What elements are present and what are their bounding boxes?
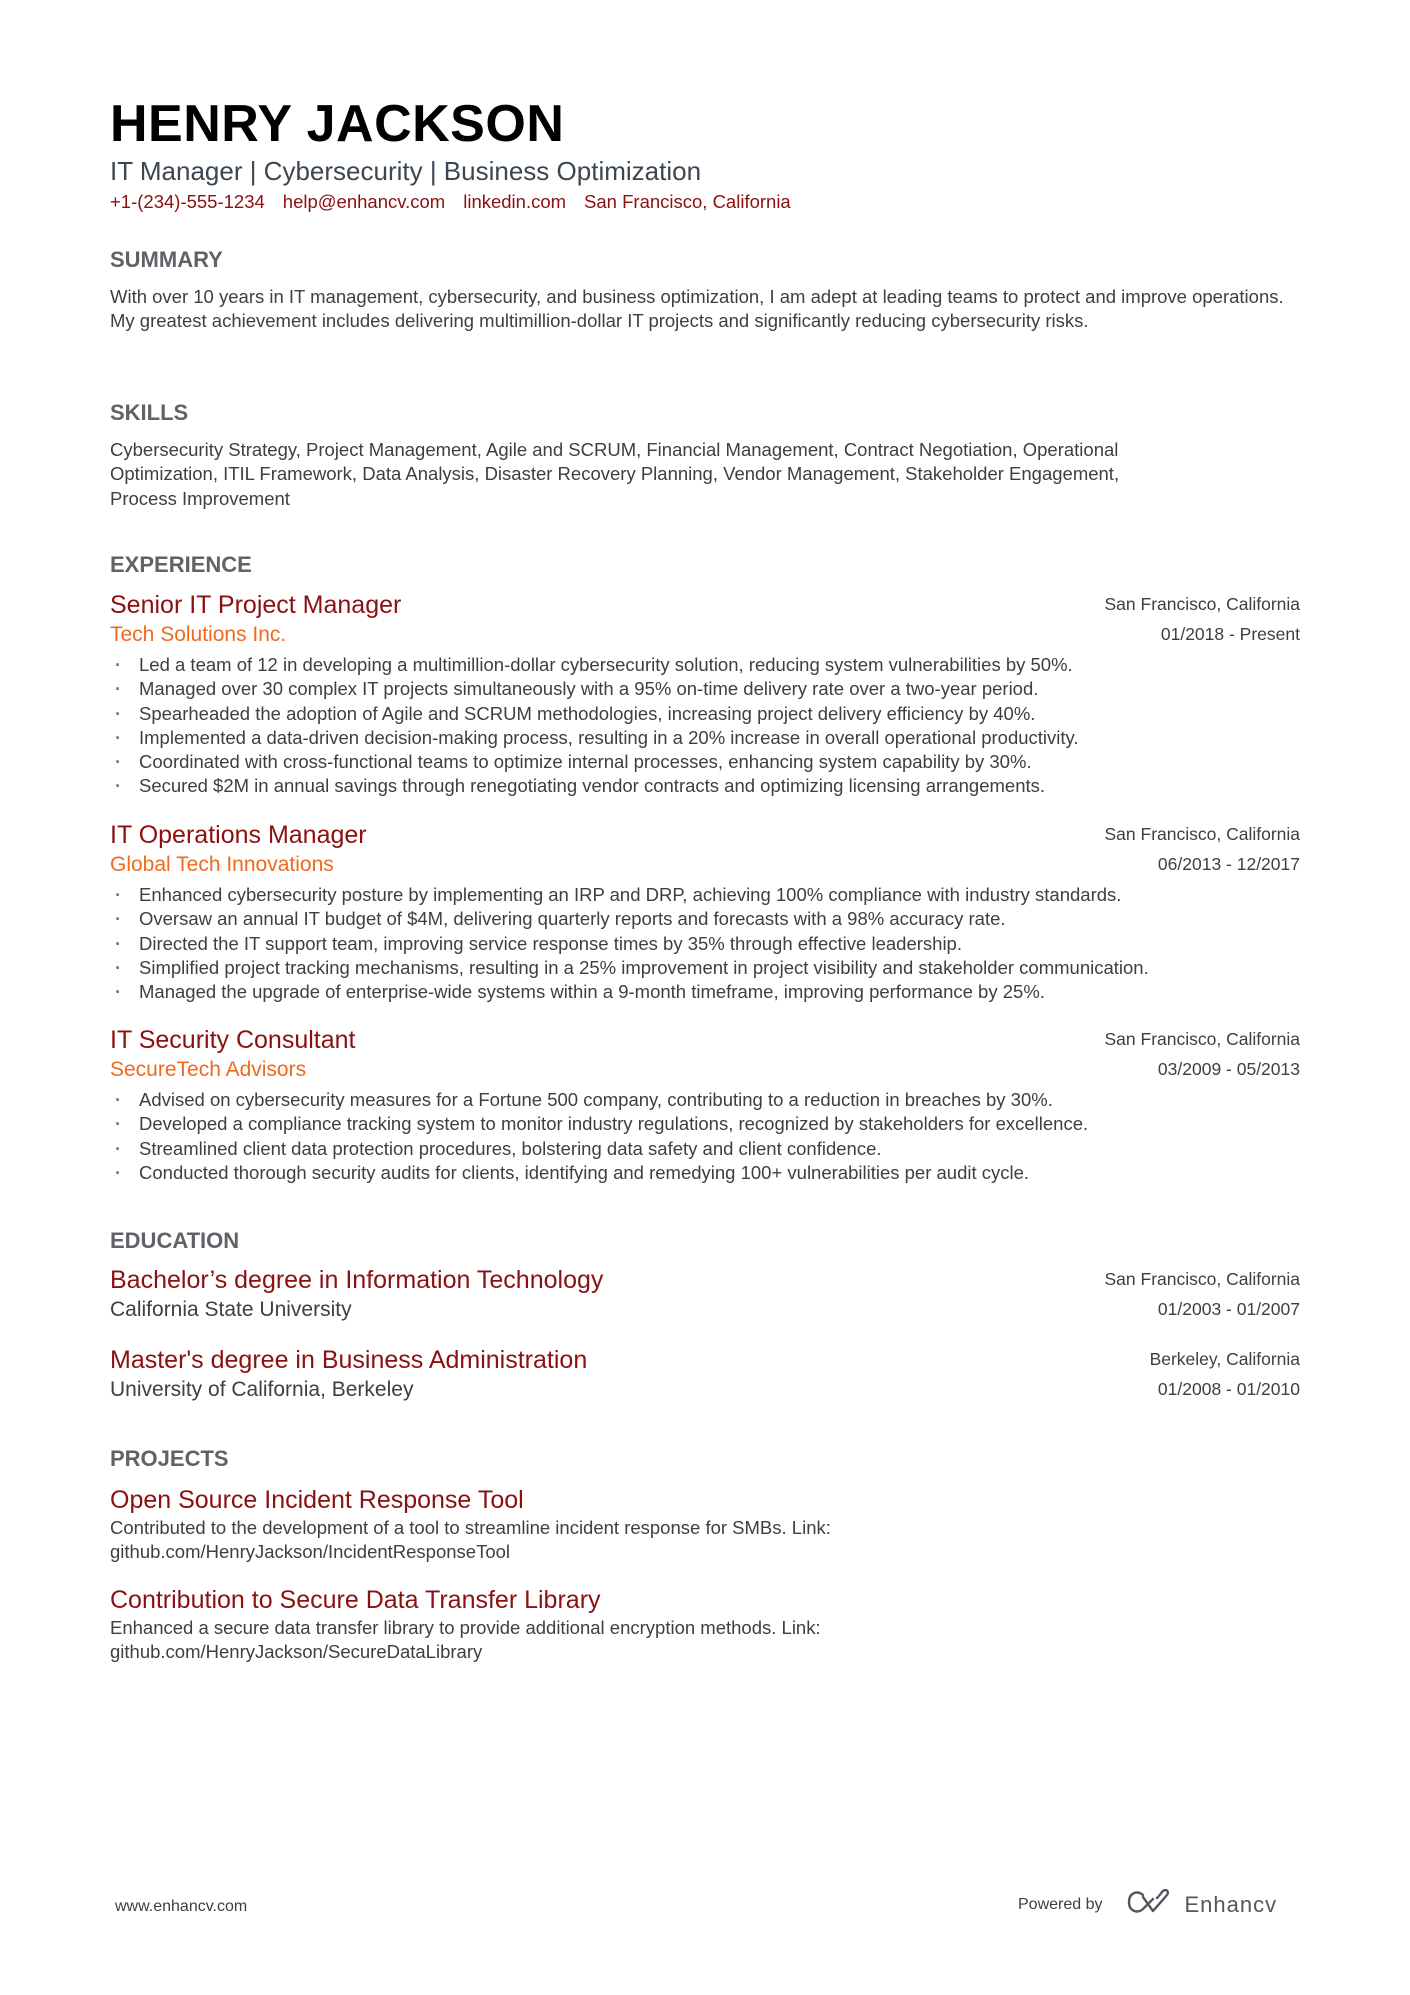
candidate-name: HENRY JACKSON [110, 95, 565, 153]
company-name: SecureTech Advisors [110, 1058, 307, 1081]
job-location: San Francisco, California [1104, 594, 1300, 614]
projects-title: PROJECTS [110, 1446, 229, 1471]
degree-name: Bachelor’s degree in Information Technology [110, 1266, 604, 1294]
skills-text: Cybersecurity Strategy, Project Management, Agile and SCRUM, Financial Management, Contract Negotiation, Operational Optimization, ITIL Framework, Data Analysis, Disaster Recovery Planning, Vendor Management, Stakeholder Engagement, Process Improvement [110, 439, 1120, 509]
bullet-item: · Directed the IT support team, improving service response times by 35% through effective leadership. [110, 932, 1300, 956]
bullet-item: · Conducted thorough security audits for clients, identifying and remedying 100+ vulnerabilities per audit cycle. [110, 1161, 1300, 1185]
job-bullets [110, 883, 1300, 1004]
contact-location: San Francisco, California [584, 191, 791, 212]
footer-branding [1018, 1889, 1277, 1920]
education-dates: 01/2003 - 01/2007 [1157, 1299, 1300, 1319]
project-entry [110, 1584, 1300, 1665]
job-bullets [110, 653, 1300, 799]
project-entry [110, 1484, 1300, 1565]
project-description: Contributed to the development of a tool to streamline incident response for SMBs. Link: github.com/HenryJackson/IncidentResponseTool [110, 1517, 831, 1563]
job-location: San Francisco, California [1104, 1029, 1300, 1049]
education-entry [110, 1344, 1300, 1404]
project-description: Enhanced a secure data transfer library to provide additional encryption methods. Link: github.com/HenryJackson/SecureDataLibrary [110, 1617, 821, 1663]
education-dates: 01/2008 - 01/2010 [1157, 1379, 1300, 1399]
bullet-item: · Streamlined client data protection procedures, bolstering data safety and client confidence. [110, 1137, 1300, 1161]
summary-text: With over 10 years in IT management, cybersecurity, and business optimization, I am adept at leading teams to protect and improve operations. My greatest achievement includes delivering multimillion-dollar IT projects and significantly reducing cybersecurity risks. [110, 286, 1284, 332]
bullet-item: · Managed over 30 complex IT projects simultaneously with a 95% on-time delivery rate over a two-year period. [110, 677, 1300, 701]
bullet-item: · Advised on cybersecurity measures for a Fortune 500 company, contributing to a reduction in breaches by 30%. [110, 1088, 1300, 1112]
job-dates: 06/2013 - 12/2017 [1157, 854, 1300, 874]
bullet-item: · Simplified project tracking mechanisms, resulting in a 25% improvement in project visibility and stakeholder communication. [110, 956, 1300, 980]
bullet-item: · Developed a compliance tracking system to monitor industry regulations, recognized by stakeholders for excellence. [110, 1112, 1300, 1136]
education-entry [110, 1264, 1300, 1324]
job-title: IT Operations Manager [110, 821, 367, 849]
bullet-item: · Enhanced cybersecurity posture by implementing an IRP and DRP, achieving 100% compliance with industry standards. [110, 883, 1300, 907]
education-location: San Francisco, California [1104, 1269, 1300, 1289]
experience-title: EXPERIENCE [110, 552, 252, 577]
company-name: Tech Solutions Inc. [110, 623, 287, 646]
contact-phone[interactable]: +1-(234)-555-1234 [110, 191, 265, 212]
job-meta [1105, 819, 1301, 879]
bullet-item: · Managed the upgrade of enterprise-wide systems within a 9-month timeframe, improving performance by 25%. [110, 980, 1300, 1004]
job-title: IT Security Consultant [110, 1026, 356, 1054]
project-name: Open Source Incident Response Tool [110, 1486, 524, 1514]
bullet-item: · Secured $2M in annual savings through renegotiating vendor contracts and optimizing licensing arrangements. [110, 774, 1300, 798]
powered-by-label: Powered by [1018, 1895, 1103, 1913]
footer-website[interactable]: www.enhancv.com [115, 1898, 248, 1915]
school-name: University of California, Berkeley [110, 1378, 414, 1401]
bullet-item: · Spearheaded the adoption of Agile and SCRUM methodologies, increasing project delivery efficiency by 40%. [110, 702, 1300, 726]
skills-title: SKILLS [110, 400, 189, 425]
bullet-item: · Coordinated with cross-functional teams to optimize internal processes, enhancing system capability by 30%. [110, 750, 1300, 774]
degree-name: Master's degree in Business Administration [110, 1346, 588, 1374]
contact-linkedin[interactable]: linkedin.com [463, 191, 567, 212]
bullet-item: · Implemented a data-driven decision-making process, resulting in a 20% increase in overall operational productivity. [110, 726, 1300, 750]
education-location: Berkeley, California [1149, 1349, 1300, 1369]
job-dates: 03/2009 - 05/2013 [1157, 1059, 1300, 1079]
headline: IT Manager | Cybersecurity | Business Optimization [110, 156, 702, 186]
education-meta [1105, 1264, 1301, 1324]
job-dates: 01/2018 - Present [1160, 624, 1300, 644]
brand-name: Enhancv [1184, 1891, 1278, 1917]
contact-email[interactable]: help@enhancv.com [282, 191, 446, 212]
job-location: San Francisco, California [1104, 824, 1300, 844]
job-meta [1105, 1024, 1301, 1084]
bullet-item: · Led a team of 12 in developing a multimillion-dollar cybersecurity solution, reducing system vulnerabilities by 50%. [110, 653, 1300, 677]
education-title: EDUCATION [110, 1228, 240, 1253]
project-name: Contribution to Secure Data Transfer Library [110, 1586, 601, 1614]
enhancv-logo-icon [1127, 1889, 1173, 1920]
education-meta [1150, 1344, 1300, 1404]
company-name: Global Tech Innovations [110, 853, 334, 876]
job-bullets [110, 1088, 1300, 1185]
job-title: Senior IT Project Manager [110, 591, 402, 619]
summary-title: SUMMARY [110, 247, 223, 272]
experience-entry [110, 819, 1300, 1004]
job-meta [1105, 589, 1301, 649]
experience-entry [110, 1024, 1300, 1185]
school-name: California State University [110, 1298, 352, 1321]
contact-bar [110, 190, 791, 214]
brand[interactable] [1127, 1889, 1278, 1920]
bullet-item: · Oversaw an annual IT budget of $4M, delivering quarterly reports and forecasts with a 98% accuracy rate. [110, 907, 1300, 931]
experience-entry [110, 589, 1300, 799]
